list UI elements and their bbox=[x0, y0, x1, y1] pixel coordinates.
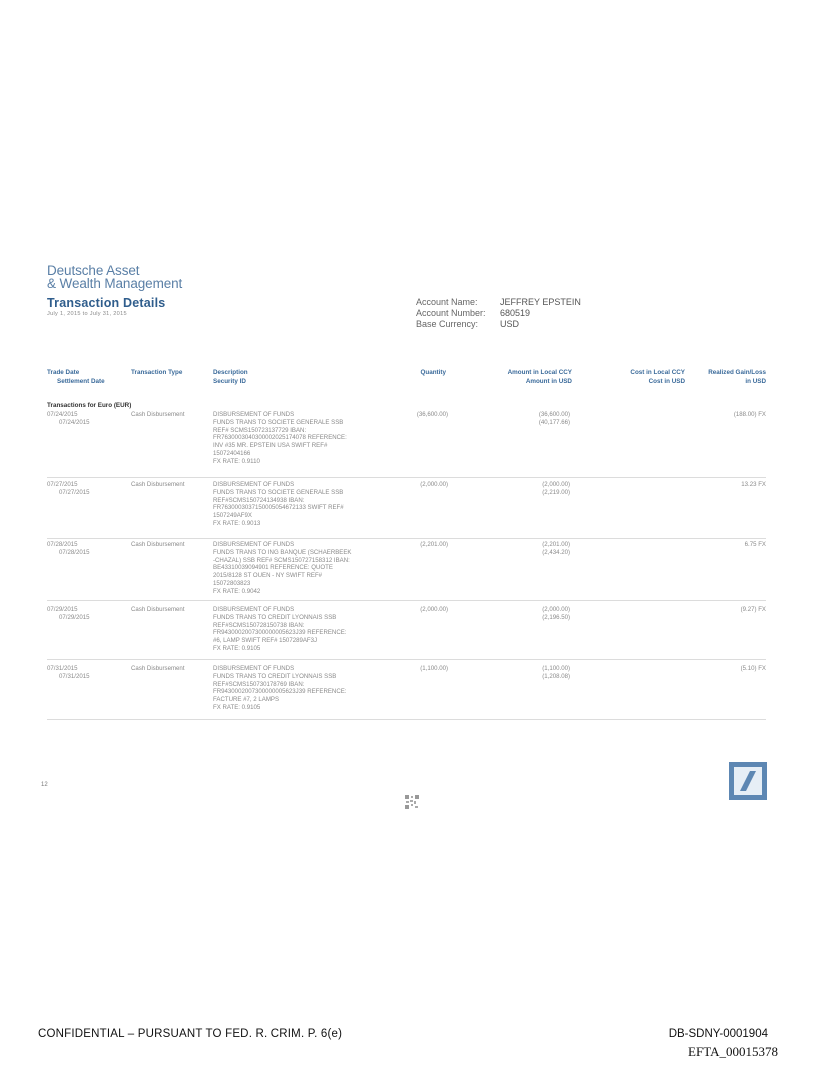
quantity: (36,600.00) bbox=[416, 411, 448, 418]
account-number-value: 680519 bbox=[500, 308, 531, 318]
desc-line: BE43310039094901 REFERENCE: QUOTE bbox=[213, 564, 333, 572]
desc-line: FUNDS TRANS TO CREDIT LYONNAIS SSB bbox=[213, 613, 337, 621]
amount-usd: (2,434.20) bbox=[542, 548, 570, 556]
desc-line: FX RATE: 0.9013 bbox=[213, 519, 261, 527]
desc-line: DISBURSEMENT OF FUNDS bbox=[213, 541, 295, 548]
col-header-quantity bbox=[420, 369, 446, 378]
brand-line-2: & Wealth Management bbox=[47, 276, 183, 291]
settle-date: 07/29/2015 bbox=[59, 613, 90, 621]
amount-cell bbox=[542, 481, 570, 497]
amount-cell bbox=[542, 606, 570, 622]
desc-line: FUNDS TRANS TO ING BANQUE (SCHAERBEEK bbox=[213, 548, 352, 556]
desc-line: FR7630003040300002025174078 REFERENCE: bbox=[213, 434, 347, 442]
transaction-type: Cash Disbursement bbox=[131, 606, 185, 613]
date-cell bbox=[47, 481, 90, 497]
quantity: (2,000.00) bbox=[420, 606, 448, 613]
base-currency-value: USD bbox=[500, 319, 520, 329]
amount-usd: (1,208.08) bbox=[542, 672, 570, 680]
col-trade-date: Trade Date bbox=[47, 369, 80, 376]
col-header-date bbox=[47, 369, 105, 386]
desc-line: INV #35 MR. EPSTEIN USA SWIFT REF# bbox=[213, 442, 328, 450]
col-settlement-date: Settlement Date bbox=[57, 377, 105, 385]
col-amount-local: Amount in Local CCY bbox=[507, 369, 572, 376]
amount-usd: (2,219.00) bbox=[542, 488, 570, 496]
settle-date: 07/27/2015 bbox=[59, 488, 90, 496]
transaction-type: Cash Disbursement bbox=[131, 481, 185, 488]
account-name-label: Account Name: bbox=[416, 297, 478, 307]
settle-date: 07/31/2015 bbox=[59, 672, 90, 680]
col-header-amount bbox=[508, 369, 572, 386]
desc-line: FR9430002007300000005623J39 REFERENCE: bbox=[213, 629, 347, 637]
description-cell bbox=[213, 541, 352, 596]
desc-line: FX RATE: 0.9105 bbox=[213, 703, 261, 711]
desc-line: #6, LAMP SWIFT REF# 1507289AF3J bbox=[213, 637, 318, 645]
account-number-label: Account Number: bbox=[416, 308, 486, 318]
desc-line: 15072404166 bbox=[213, 449, 251, 457]
quantity: (2,201.00) bbox=[420, 541, 448, 548]
page-title: Transaction Details bbox=[47, 296, 166, 310]
date-cell bbox=[47, 665, 90, 681]
brand-line-1: Deutsche Asset bbox=[47, 263, 140, 278]
desc-line: 2015/8128 ST OUEN - NY SWIFT REF# bbox=[213, 572, 323, 580]
desc-line: FUNDS TRANS TO SOCIETE GENERALE SSB bbox=[213, 418, 344, 426]
bates-number: DB-SDNY-0001904 bbox=[668, 1028, 768, 1040]
confidential-notice: CONFIDENTIAL – PURSUANT TO FED. R. CRIM. P. 6(e) bbox=[38, 1028, 343, 1040]
desc-line: FX RATE: 0.9042 bbox=[213, 587, 261, 595]
transaction-type: Cash Disbursement bbox=[131, 411, 185, 418]
desc-line: FR9430002007300000005623J39 REFERENCE: bbox=[213, 688, 347, 696]
col-header-type bbox=[131, 369, 182, 378]
col-gain-usd: in USD bbox=[745, 377, 766, 385]
date-cell bbox=[47, 411, 90, 427]
table-row bbox=[47, 541, 766, 601]
desc-line: REF# SCMS150723137729 IBAN: bbox=[213, 426, 307, 434]
description-cell bbox=[213, 665, 346, 712]
settle-date: 07/24/2015 bbox=[59, 418, 90, 426]
trade-date: 07/28/2015 bbox=[47, 541, 78, 548]
table-row bbox=[47, 411, 766, 478]
quantity: (2,000.00) bbox=[420, 481, 448, 488]
desc-line: FACTURE #7, 2 LAMPS bbox=[213, 696, 280, 704]
date-cell bbox=[47, 541, 90, 557]
desc-line: FX RATE: 0.9105 bbox=[213, 644, 261, 652]
col-cost-local: Cost in Local CCY bbox=[630, 369, 685, 376]
desc-line: -CHAZAL) SSB REF# SCMS150727158312 IBAN: bbox=[213, 556, 350, 564]
amount-local: (2,000.00) bbox=[542, 606, 570, 613]
transaction-type: Cash Disbursement bbox=[131, 541, 185, 548]
col-amount-usd: Amount in USD bbox=[525, 377, 572, 385]
amount-local: (36,600.00) bbox=[538, 411, 570, 418]
desc-line: FUNDS TRANS TO SOCIETE GENERALE SSB bbox=[213, 488, 344, 496]
trade-date: 07/29/2015 bbox=[47, 606, 78, 613]
desc-line: REF#SCMS150728150738 IBAN: bbox=[213, 621, 305, 629]
efta-number: EFTA_00015378 bbox=[688, 1044, 778, 1059]
realized-gain: 13.23 FX bbox=[741, 481, 766, 488]
description-cell bbox=[213, 606, 346, 653]
amount-usd: (2,196.50) bbox=[542, 613, 570, 621]
statement-period: July 1, 2015 to July 31, 2015 bbox=[47, 311, 127, 317]
desc-line: FUNDS TRANS TO CREDIT LYONNAIS SSB bbox=[213, 672, 337, 680]
realized-gain: (188.00) FX bbox=[733, 411, 766, 418]
quantity: (1,100.00) bbox=[420, 665, 448, 672]
col-transaction-type: Transaction Type bbox=[131, 369, 183, 376]
col-description: Description bbox=[213, 369, 248, 376]
desc-line: DISBURSEMENT OF FUNDS bbox=[213, 481, 295, 488]
desc-line: DISBURSEMENT OF FUNDS bbox=[213, 411, 295, 418]
base-currency-label: Base Currency: bbox=[416, 319, 479, 329]
realized-gain: 6.75 FX bbox=[744, 541, 766, 548]
transaction-type: Cash Disbursement bbox=[131, 665, 185, 672]
date-cell bbox=[47, 606, 90, 622]
realized-gain: (5.10) FX bbox=[740, 665, 766, 672]
amount-local: (2,201.00) bbox=[542, 541, 570, 548]
amount-cell bbox=[542, 541, 570, 557]
trade-date: 07/31/2015 bbox=[47, 665, 78, 672]
desc-line: DISBURSEMENT OF FUNDS bbox=[213, 606, 295, 613]
table-row bbox=[47, 481, 766, 539]
col-gain-loss: Realized Gain/Loss bbox=[708, 369, 766, 376]
account-name-value: JEFFREY EPSTEIN bbox=[500, 297, 581, 307]
desc-line: 1507249AF9X bbox=[213, 512, 252, 520]
col-header-gain bbox=[708, 369, 766, 386]
brand-logotype bbox=[47, 264, 182, 290]
amount-cell bbox=[542, 665, 570, 681]
qr-code-icon bbox=[404, 794, 420, 810]
col-quantity: Quantity bbox=[420, 369, 446, 376]
amount-local: (1,100.00) bbox=[542, 665, 570, 672]
col-header-description bbox=[213, 369, 248, 386]
amount-usd: (40,177.66) bbox=[538, 418, 570, 426]
desc-line: 15072803823 bbox=[213, 579, 251, 587]
amount-local: (2,000.00) bbox=[542, 481, 570, 488]
settle-date: 07/28/2015 bbox=[59, 548, 90, 556]
desc-line: REF#SCMS150730178769 IBAN: bbox=[213, 680, 305, 688]
deutsche-bank-logo-icon bbox=[729, 762, 767, 800]
col-cost-usd: Cost in USD bbox=[648, 377, 685, 385]
account-info-values bbox=[500, 297, 581, 330]
description-cell bbox=[213, 481, 344, 528]
col-header-cost bbox=[630, 369, 685, 386]
realized-gain: (9.27) FX bbox=[740, 606, 766, 613]
amount-cell bbox=[539, 411, 570, 427]
description-cell bbox=[213, 411, 347, 466]
trade-date: 07/24/2015 bbox=[47, 411, 78, 418]
section-title: Transactions for Euro (EUR) bbox=[47, 402, 132, 409]
desc-line: FX RATE: 0.9110 bbox=[213, 457, 260, 465]
desc-line: DISBURSEMENT OF FUNDS bbox=[213, 665, 295, 672]
col-security-id: Security ID bbox=[213, 377, 246, 385]
account-info-labels bbox=[416, 297, 486, 330]
page-number: 12 bbox=[41, 782, 48, 788]
desc-line: FR7630003037150005054672133 SWIFT REF# bbox=[213, 504, 344, 512]
table-row bbox=[47, 606, 766, 660]
desc-line: REF#SCMS150724134938 IBAN: bbox=[213, 496, 305, 504]
table-row bbox=[47, 665, 766, 720]
trade-date: 07/27/2015 bbox=[47, 481, 78, 488]
